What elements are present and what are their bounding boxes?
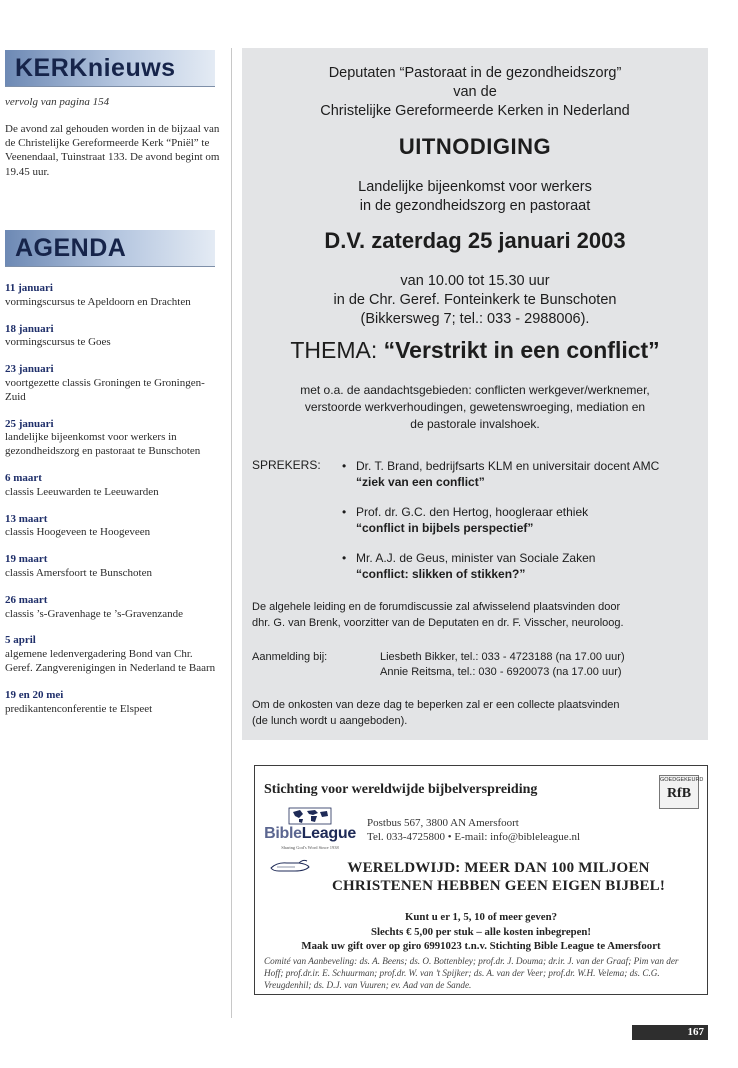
agenda-text: classis Amersfoort te Bunschoten (5, 566, 152, 579)
theme-label: THEMA: (290, 337, 384, 363)
meeting-description (242, 178, 708, 216)
event-date: D.V. zaterdag 25 januari 2003 (324, 228, 626, 253)
bullet: • (342, 505, 347, 519)
ad-title: Stichting voor wereldwijde bijbelverspreiding (264, 782, 538, 797)
agenda-list (5, 282, 220, 729)
theme-title: “Verstrikt in een conflict” (383, 337, 660, 363)
moderation-line: dhr. G. van Brenk, voorzitter van de Deputaten en dr. F. Visscher, neuroloog. (252, 616, 624, 629)
meeting-line: Landelijke bijeenkomst voor werkers (358, 179, 592, 195)
event-time: van 10.00 tot 15.30 uur (400, 273, 550, 289)
agenda-date: 19 maart (5, 553, 48, 566)
agenda-date: 11 januari (5, 282, 53, 294)
meeting-line: in de gezondheidszorg en pastoraat (359, 198, 591, 214)
organizer-line: Christelijke Gereformeerde Kerken in Nederland (320, 103, 630, 119)
agenda-text: algemene ledenvergadering Bond van Chr. Geref. Zangverenigingen in Nederland te Baarn (5, 648, 216, 674)
logo-wordmark: BibleLeague (264, 825, 356, 842)
agenda-text: classis ’s-Gravenhage te ’s-Gravenzande (5, 607, 184, 620)
bible-league-ad (254, 765, 708, 995)
logo-tagline: Sharing God's Word Since 1938 (281, 845, 339, 850)
bible-league-logo (255, 806, 365, 861)
agenda-date: 19 en 20 mei (5, 688, 64, 701)
ad-headline (255, 859, 707, 895)
vervolg-note: vervolg van pagina 154 (5, 96, 110, 108)
agenda-date: 26 maart (5, 593, 48, 606)
registration-contact: Liesbeth Bikker, tel.: 033 - 4723188 (na 17.00 uur) (380, 651, 625, 663)
kerknieuws-title: KERKnieuws (15, 54, 176, 82)
theme-line (242, 337, 708, 364)
organizer-line: Deputaten “Pastoraat in de gezondheidszorg” (328, 65, 622, 81)
agenda-text: predikantenconferentie te Elspeet (5, 702, 153, 715)
agenda-item (5, 282, 220, 310)
agenda-text: landelijke bijeenkomst voor werkers in gezondheidszorg en pastoraat te Bunschoten (5, 431, 201, 458)
recommendation-committee: Comité van Aanbeveling: ds. A. Beens; ds. O. Bottenbley; prof.dr. J. Douma; dr.ir. J. van der Graaf; Pim van der Hoff; prof.dr.ir. E. Schuurman; prof.dr. W. van ’t Spijker; ds. A. van der Veer; prof.dr. W.H. Velema; ds. C.G. Vreugdenhil; ds. D.J. van Vuuren; ev. Aad van de Sande. (264, 956, 679, 990)
focus-line: verstoorde werkverhoudingen, gewetenswroeging, mediation en (304, 400, 646, 414)
column-divider (231, 48, 232, 1018)
page-number: 167 (687, 1026, 704, 1038)
page-number-bar (632, 1025, 708, 1040)
focus-line: de pastorale invalshoek. (410, 417, 540, 431)
agenda-item (5, 553, 220, 581)
bullet: • (342, 459, 347, 473)
costs-line: Om de onkosten van deze dag te beperken zal er een collecte plaatsvinden (252, 699, 620, 711)
appeal-line: Maak uw gift over op giro 6991023 t.n.v. Stichting Bible League te Amersfoort (301, 940, 661, 952)
event-time-location (242, 272, 708, 329)
speaker-name: Mr. A.J. de Geus, minister van Sociale Zaken (356, 551, 596, 565)
certification-badge (659, 775, 704, 809)
headline-line: CHRISTENEN HEBBEN GEEN EIGEN BIJBEL! (331, 878, 666, 894)
agenda-text: classis Leeuwarden te Leeuwarden (5, 485, 159, 498)
agenda-item (5, 594, 220, 622)
agenda-item (5, 363, 220, 404)
agenda-title: AGENDA (15, 234, 127, 262)
speaker-topic: “conflict: slikken of stikken?” (356, 567, 526, 581)
agenda-date: 25 januari (5, 417, 54, 430)
agenda-date: 13 maart (5, 512, 48, 525)
kerknieuws-header (5, 50, 215, 87)
registration-label: Aanmelding bij: (252, 651, 328, 663)
focus-line: met o.a. de aandachtsgebieden: conflicten werkgever/werknemer, (300, 383, 650, 397)
appeal-line: Kunt u er 1, 5, 10 of meer geven? (405, 911, 557, 923)
agenda-date: 18 januari (5, 322, 54, 335)
costs-note (252, 698, 702, 729)
moderation-line: De algehele leiding en de forumdiscussie zal afwisselend plaatsvinden door (252, 601, 621, 613)
agenda-text: voortgezette classis Groningen te Groningen-Zuid (5, 376, 205, 403)
agenda-item (5, 472, 220, 500)
speaker-name: Prof. dr. G.C. den Hertog, hoogleraar ethiek (356, 505, 589, 519)
donation-appeal (255, 910, 707, 954)
speaker-topic: “ziek van een conflict” (356, 475, 485, 489)
agenda-date: 5 april (5, 634, 36, 647)
costs-line: (de lunch wordt u aangeboden). (252, 714, 408, 727)
registration-contact: Annie Reitsma, tel.: 030 - 6920073 (na 17.00 uur) (380, 666, 622, 678)
globe-icon (255, 806, 365, 826)
kerknieuws-text: De avond zal gehouden worden in de bijzaal van de Christelijke Gereformeerde Kerk “Pniël” te Veenendaal, Tuinstraat 133. De avond begint om 19.45 uur. (5, 123, 220, 178)
agenda-item (5, 513, 220, 541)
bullet: • (342, 551, 347, 565)
agenda-date: 6 maart (5, 471, 42, 484)
agenda-text: vormingscursus te Goes (5, 336, 111, 349)
appeal-line: Slechts € 5,00 per stuk – alle kosten inbegrepen! (370, 925, 592, 938)
agenda-date: 23 januari (5, 363, 54, 376)
agenda-text: classis Hoogeveen te Hoogeveen (5, 526, 151, 539)
speaker-name: Dr. T. Brand, bedrijfsarts KLM en universitair docent AMC (356, 459, 660, 473)
agenda-header (5, 230, 215, 267)
agenda-item (5, 323, 220, 351)
headline-line: WERELDWIJD: MEER DAN 100 MILJOEN (347, 860, 650, 876)
focus-areas (242, 382, 708, 433)
moderation-note (252, 600, 702, 631)
address-line: Postbus 567, 3800 AN Amersfoort (367, 817, 519, 829)
speakers-label: SPREKERS: (252, 458, 321, 472)
cert-label: GOEDGEKEURD (660, 777, 704, 783)
speaker-topic: “conflict in bijbels perspectief” (356, 521, 534, 535)
organizer-block (242, 64, 708, 121)
event-location: in de Chr. Geref. Fonteinkerk te Bunschoten (333, 292, 617, 308)
agenda-item (5, 634, 220, 675)
agenda-item (5, 418, 220, 459)
contact-address (367, 816, 580, 844)
invitation-heading: UITNODIGING (398, 134, 552, 159)
invitation-flyer (242, 48, 708, 740)
cert-mark: RfB (666, 786, 692, 801)
agenda-item (5, 689, 220, 717)
agenda-text: vormingscursus te Apeldoorn en Drachten (5, 295, 191, 308)
event-address: (Bikkersweg 7; tel.: 033 - 2988006). (360, 311, 590, 327)
contact-line: Tel. 033-4725800 • E-mail: info@bibleleague.nl (367, 831, 580, 843)
organizer-line: van de (453, 84, 497, 100)
